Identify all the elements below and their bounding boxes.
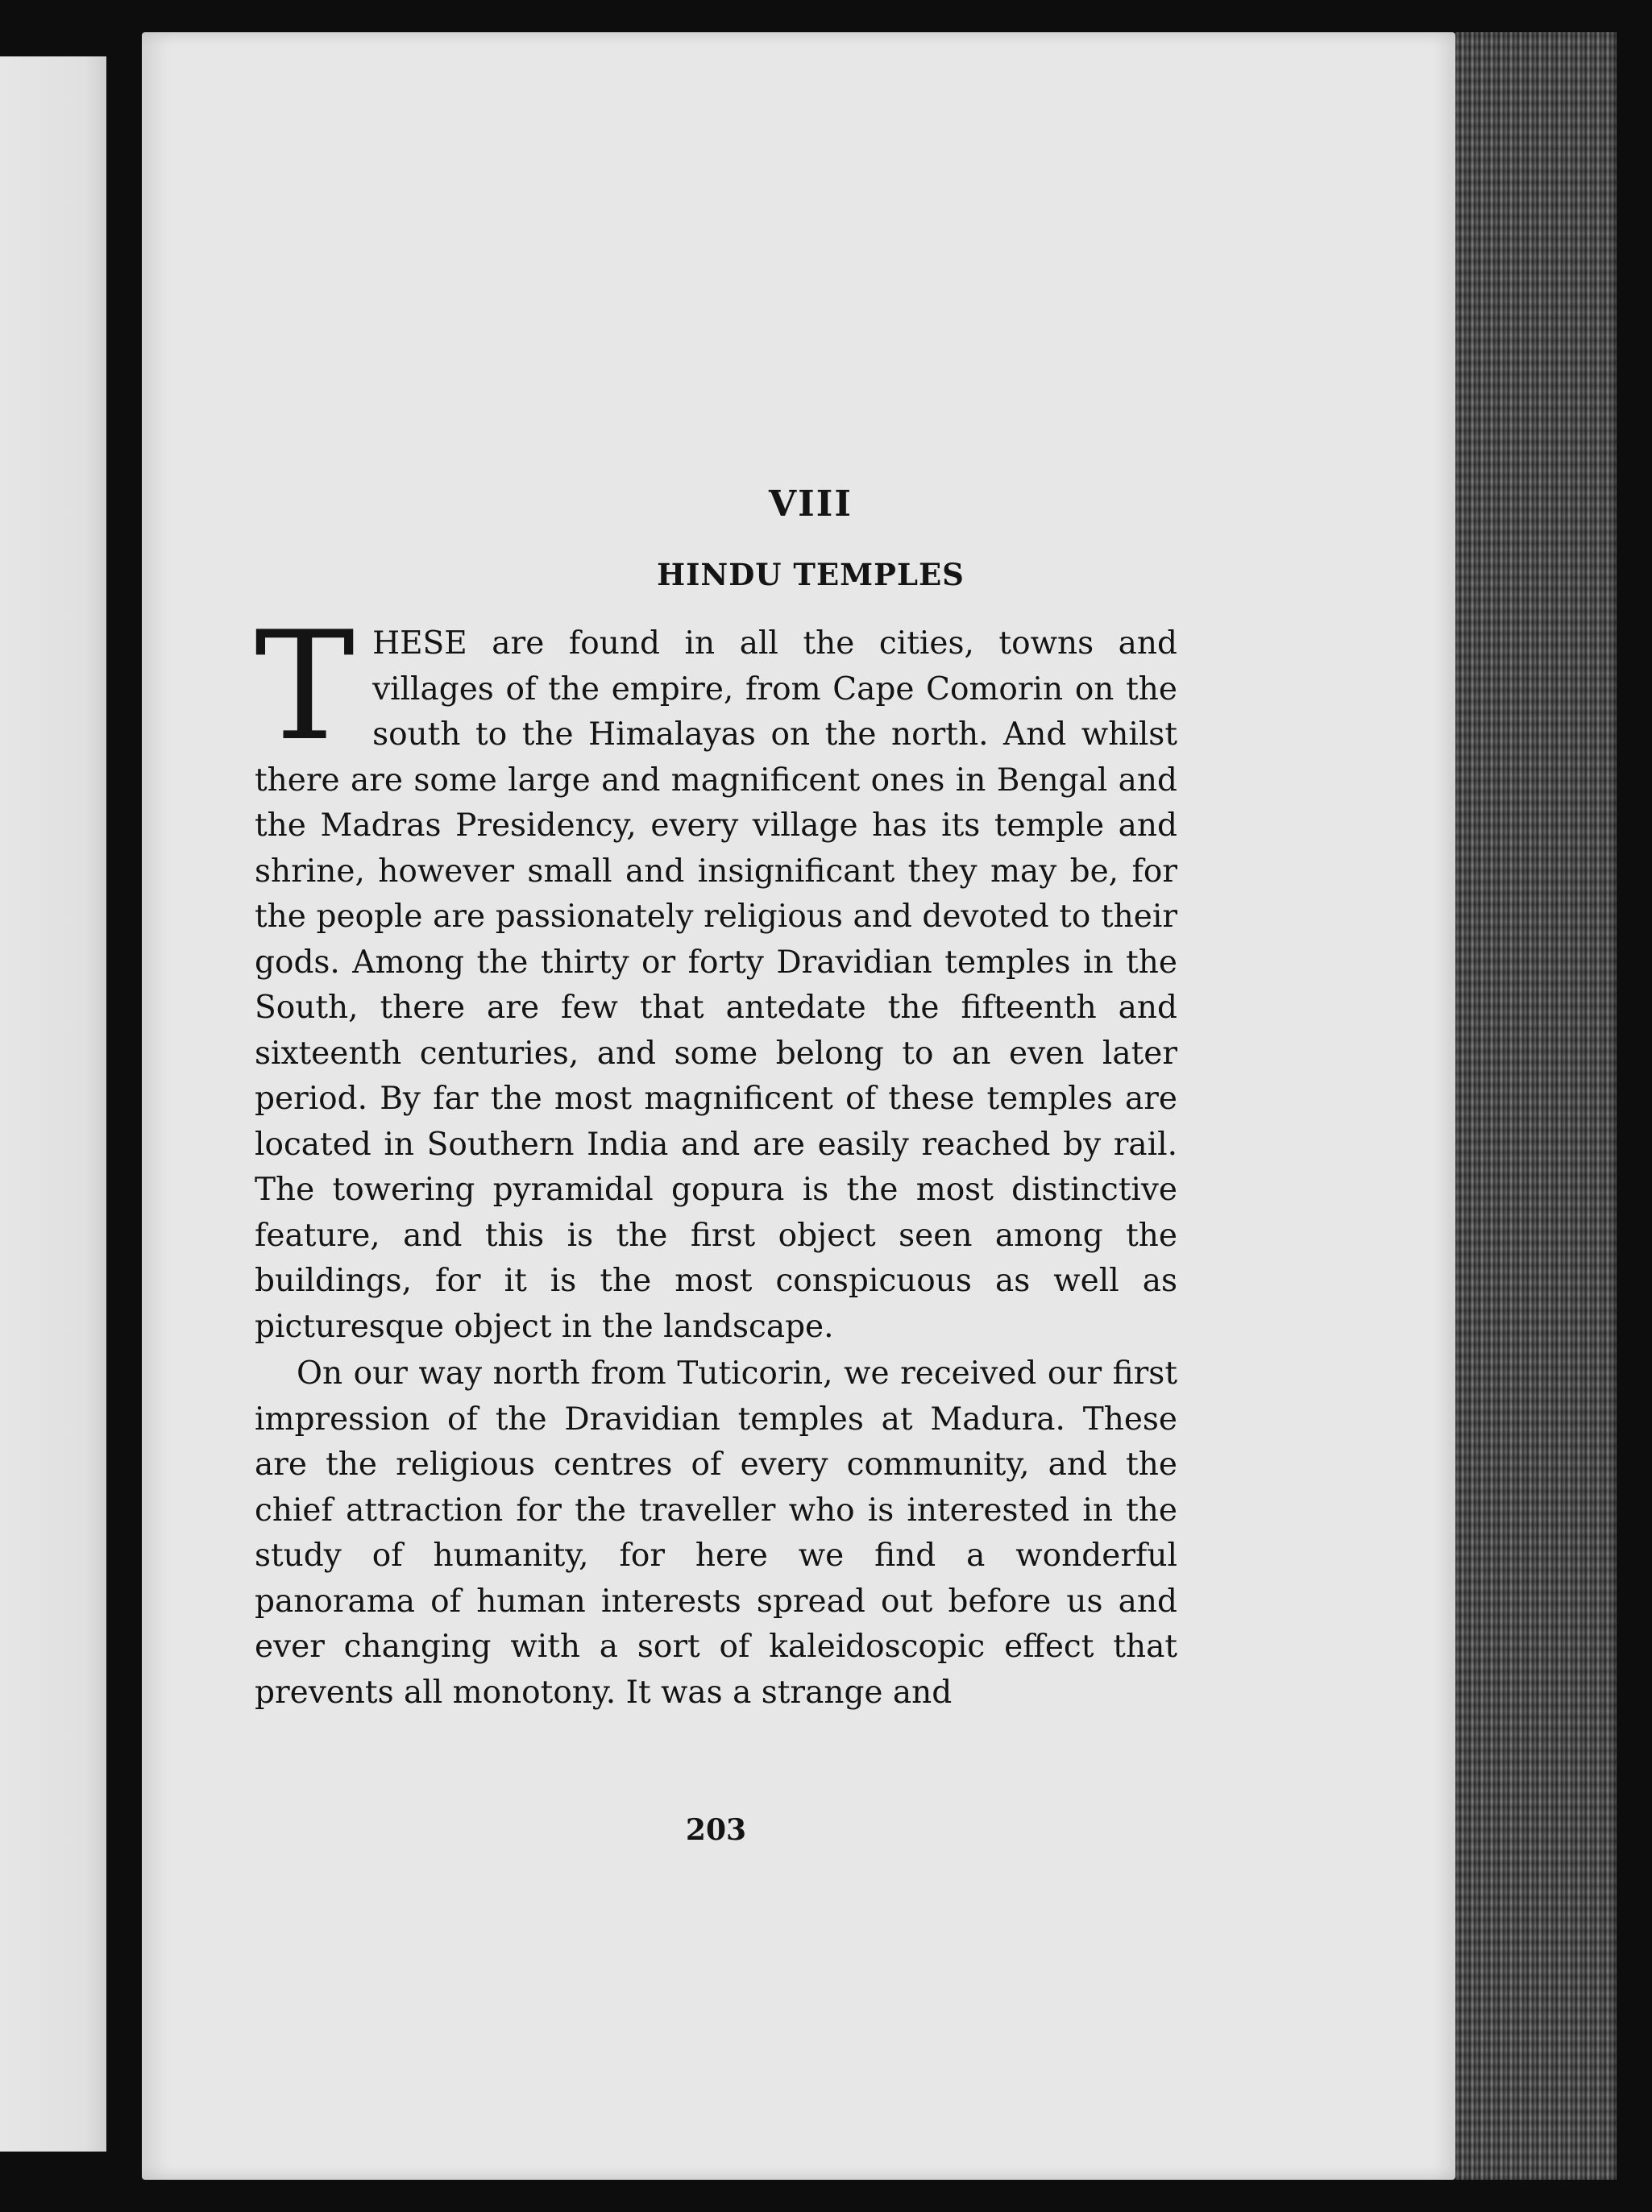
facing-page-edge: [0, 56, 106, 2152]
chapter-body: [255, 599, 1177, 1716]
page-text-block: [255, 483, 1318, 1716]
chapter-title: HINDU TEMPLES: [657, 557, 965, 592]
chapter-number: VIII: [769, 483, 853, 525]
paragraph-2: [255, 1351, 1177, 1716]
page-number: 203: [685, 1813, 747, 1847]
paragraph-1-text: HESE are found in all the cities, towns and villages of the empire, from Cape Comorin on the south to the Himalayas on the north. And whilst there are some large and magnificent ones in Bengal and the Madras Presidency, every village has its temple and shrine, however small and insignificant they may be, for the people are passionately religious and devoted to their gods. Among the thirty or forty Dravidian temples in the South, there are few that antedate the fifteenth and sixteenth centuries, and some belong to an even later period. By far the most magnificent of these temples are located in Southern India and are easily reached by rail. The towering pyramidal gopura is the most distinctive feature, and this is the first object seen among the buildings, for it is the most conspicuous as well as picturesque object in the landscape.: [255, 625, 1177, 1345]
paragraph-2-text: On our way north from Tuticorin, we received our first impression of the Dravidian temples at Madura. These are the religious centres of every community, and the chief attraction for the traveller who is interested in the study of humanity, for here we find a wonderful panorama of human interests spread out before us and ever changing with a sort of kaleidoscopic effect that prevents all monotony. It was a strange and: [255, 1355, 1177, 1711]
paragraph-1: [255, 599, 1177, 1350]
drop-cap: T: [255, 599, 355, 774]
book-page: [142, 32, 1455, 2180]
page-block-edges: [1455, 32, 1617, 2180]
